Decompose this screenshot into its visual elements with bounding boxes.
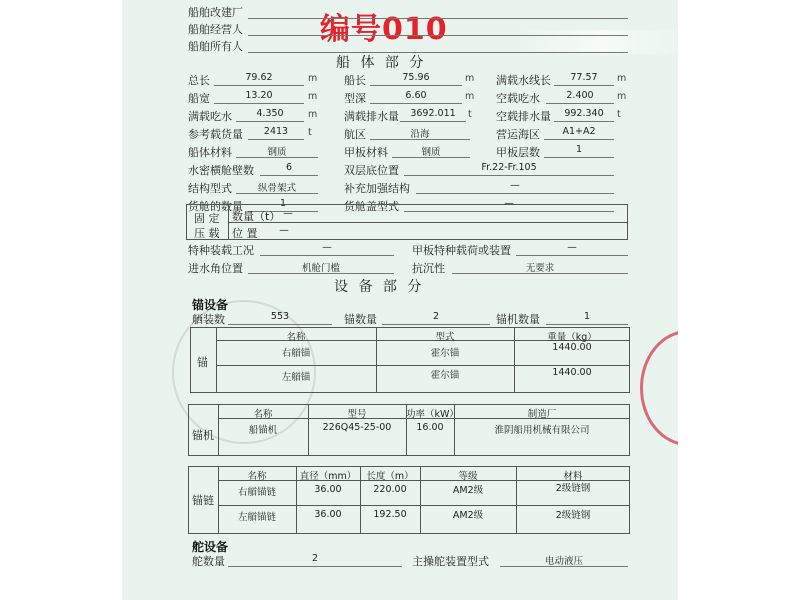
special-load-value: — [322,242,332,253]
windlass-count-label: 锚机数量 [496,313,540,326]
holds-value: 1 [279,198,287,209]
anchor-col-name: 名称 [286,332,306,343]
wl-length-label: 满载水线长 [496,74,551,87]
hatch-value: — [504,198,514,209]
anchor-row-2-weight: 1440.00 [552,367,592,378]
op-area-value: A1+A2 [562,126,596,137]
full-draft-label: 满载吃水 [188,110,232,123]
chain-row-1-diameter: 36.00 [314,484,342,495]
ballast-qty-label: 数量（t） [232,210,281,223]
windlass-col-power: 功率（kW） [406,409,459,420]
ballast-pos-value: — [279,225,289,236]
cargo-label: 参考载货量 [188,128,243,141]
anchor-side-label: 锚 [197,356,208,369]
anchor-row-2-type: 霍尔锚 [430,370,460,381]
windlass-col-maker: 制造厂 [527,409,557,420]
ballast-label-load: 压 载 [194,227,220,240]
anchor-count-value: 2 [432,311,440,322]
windlass-count-value: 1 [583,311,591,322]
windlass-name-value: 船锚机 [248,425,278,436]
cargo-unit: t [308,127,312,138]
breadth-value: 13.20 [245,90,273,101]
length-label: 船长 [344,74,366,87]
anchor-row-1-weight: 1440.00 [552,342,592,353]
chain-row-2-diameter: 36.00 [314,509,342,520]
bulkheads-value: 6 [285,162,293,173]
windlass-maker-value: 淮阴船用机械有限公司 [494,425,590,436]
ballast-label-fixed: 固 定 [194,212,220,225]
chain-col-length: 长度（m） [366,471,414,482]
chain-col-material: 材料 [563,471,583,482]
windlass-col-name: 名称 [253,409,273,420]
windlass-model-value: 226Q45-25-00 [322,422,392,433]
rudder-count-value: 2 [311,553,319,564]
rudder-section-title: 舵设备 [192,540,229,554]
light-disp-label: 空载排水量 [496,110,551,123]
chain-row-1-grade: AM2级 [452,485,484,496]
windlass-side-label: 锚机 [192,429,214,442]
breadth-label: 船宽 [188,92,210,105]
chain-row-1-material: 2级链钢 [555,483,591,494]
light-draft-label: 空载吃水 [496,92,540,105]
deck-load-value: — [567,242,577,253]
red-seal [640,330,678,446]
double-bottom-label: 双层底位置 [344,164,399,177]
light-draft-value: 2.400 [566,90,594,101]
full-disp-value: 3692.011 [410,108,456,119]
wl-length-unit: m [617,73,627,84]
holds-label: 货舱的数量 [188,200,243,213]
chain-row-2-name: 左艏锚链 [237,512,276,523]
chain-side-label: 锚链 [192,494,214,507]
owner-label: 船舶所有人 [188,40,243,53]
blurred-region [512,30,678,54]
operator-label: 船舶经营人 [188,23,243,36]
rebuild-yard-label: 船舶改建厂 [188,6,243,19]
depth-label: 型深 [344,92,366,105]
chain-row-1-name: 右艏锚链 [237,487,276,498]
anchor-section-title: 锚设备 [192,298,229,312]
equipment-section-title: 设 备 部 分 [334,279,425,295]
steering-type-label: 主操舵装置型式 [412,555,489,568]
outfit-number-label: 舾装数 [192,313,225,326]
full-disp-unit: t [468,109,472,120]
extra-struct-value: — [510,180,520,191]
loa-label: 总长 [188,74,210,87]
light-draft-unit: m [617,91,627,102]
special-load-label: 特种装载工况 [188,244,254,257]
breadth-unit: m [308,91,318,102]
bulkheads-label: 水密横舱壁数 [188,164,254,177]
windlass-power-value: 16.00 [416,422,444,433]
double-bottom-value: Fr.22-Fr.105 [481,162,537,173]
cargo-value: 2413 [263,126,289,137]
deck-material-value: 钢质 [421,147,441,158]
ballast-pos-label: 位 置 [232,227,258,240]
depth-unit: m [465,91,475,102]
chain-row-2-material: 2级链钢 [555,510,591,521]
ballast-qty-value: — [283,208,293,219]
rudder-count-label: 舵数量 [192,555,225,568]
hull-section-title: 船 体 部 分 [336,55,427,71]
anchor-col-weight: 重量（kg） [547,332,597,343]
sinkability-value: 无要求 [525,263,555,274]
extra-struct-label: 补充加强结构 [344,182,410,195]
chain-col-name: 名称 [247,471,267,482]
chain-col-grade: 等级 [458,471,478,482]
nav-area-value: 沿海 [410,129,430,140]
wl-length-value: 77.57 [570,72,598,83]
hatch-label: 货舱盖型式 [344,200,399,213]
length-unit: m [465,73,475,84]
loa-unit: m [308,73,318,84]
steering-type-value: 电动液压 [544,556,583,567]
light-disp-value: 992.340 [564,108,604,119]
windlass-col-model: 型号 [347,409,367,420]
chain-row-2-grade: AM2级 [452,510,484,521]
op-area-label: 营运海区 [496,128,540,141]
full-draft-value: 4.350 [256,108,284,119]
structure-label: 结构型式 [188,182,232,195]
anchor-col-type: 型式 [435,332,455,343]
chain-row-2-length: 192.50 [373,509,407,520]
flood-angle-label: 进水角位置 [188,262,243,275]
nav-area-label: 航区 [344,128,366,141]
deck-layers-value: 1 [575,144,583,155]
full-disp-label: 满载排水量 [344,110,399,123]
anchor-count-label: 锚数量 [344,313,377,326]
certificate-document [122,0,678,600]
anchor-row-1-type: 霍尔锚 [430,348,460,359]
full-draft-unit: m [308,109,318,120]
hull-material-label: 船体材料 [188,146,232,159]
serial-stamp: 编号010 [320,12,448,47]
structure-value: 纵骨架式 [257,183,296,194]
deck-load-label: 甲板特种载荷或装置 [412,244,511,257]
deck-material-label: 甲板材料 [344,146,388,159]
loa-value: 79.62 [245,72,273,83]
anchor-row-2-name: 左艏锚 [281,372,311,383]
deck-layers-label: 甲板层数 [496,146,540,159]
flood-angle-value: 机舱门槛 [301,263,340,274]
light-disp-unit: t [617,109,621,120]
length-value: 75.96 [402,72,430,83]
chain-col-diameter: 直径（mm） [299,471,357,482]
sinkability-label: 抗沉性 [412,262,445,275]
outfit-number-value: 553 [270,311,290,322]
depth-value: 6.60 [405,90,427,101]
anchor-row-1-name: 右艏锚 [281,348,311,359]
hull-material-value: 钢质 [267,147,287,158]
chain-row-1-length: 220.00 [373,484,407,495]
